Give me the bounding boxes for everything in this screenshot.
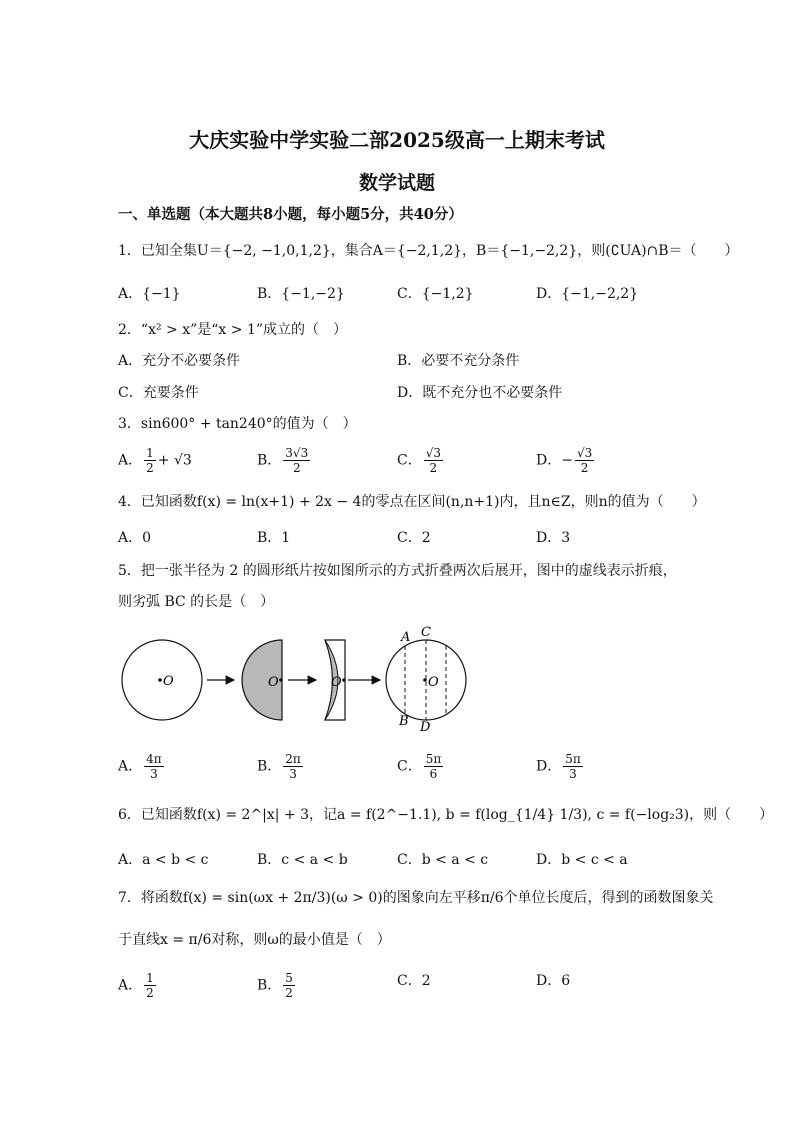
q6-option-a: A．a < b < c (118, 852, 209, 868)
denominator: 2 (292, 461, 301, 475)
option-label: B． (257, 758, 282, 775)
fraction (283, 752, 303, 781)
q1-option-c: C．{−1,2} (397, 286, 474, 302)
label-a: A (401, 630, 411, 645)
q1-option-d: D．{−1,−2,2} (536, 286, 639, 302)
denominator: 3 (569, 767, 577, 781)
denominator: 3 (289, 767, 297, 781)
numerator: 4π (146, 752, 162, 766)
q4-option-b: B．1 (257, 530, 291, 546)
question-7-stem: 7．将函数f(x) = sin(ωx + 2π/3)(ω > 0)的图象向左平移π/6个单位长度后，得到的函数图象关 (118, 890, 714, 906)
option-label: A． (118, 758, 143, 775)
fraction (575, 446, 594, 475)
numerator: √3 (576, 446, 593, 460)
fraction (144, 446, 156, 475)
q6-option-b: B．c < a < b (257, 852, 348, 868)
denominator: 2 (285, 986, 293, 1000)
q6-option-c: C．b < a < c (397, 852, 489, 868)
fraction (283, 971, 295, 1000)
question-5-stem: 5．把一张半径为 2 的圆形纸片按如图所示的方式折叠两次后展开，图中的虚线表示折痕， (118, 563, 677, 579)
fraction (144, 752, 164, 781)
q4-option-a: A．0 (118, 530, 152, 546)
q3-option-a (118, 446, 192, 475)
q3-option-b (257, 446, 312, 475)
q6-option-d: D．b < c < a (536, 852, 628, 868)
q2-option-c: C．充要条件 (118, 385, 199, 401)
q3-option-c (397, 446, 445, 475)
center-dot (158, 678, 162, 682)
q2-option-a: A．充分不必要条件 (118, 353, 241, 369)
option-label: B． (257, 452, 282, 469)
denominator: 6 (429, 767, 438, 781)
numerator: 1 (146, 971, 154, 985)
q7-option-d: D．6 (536, 973, 571, 989)
option-label: A． (118, 452, 143, 469)
q1-option-a: A．{−1} (118, 286, 181, 302)
denominator: 2 (429, 461, 438, 475)
question-2-stem: 2．“x² > x”是“x > 1”成立的（ ） (118, 322, 348, 338)
question-4-stem: 4．已知函数f(x) = ln(x+1) + 2x − 4的零点在区间(n,n+1)内，且n∈Z，则n的值为（ ） (118, 494, 706, 510)
fraction (144, 971, 156, 1000)
q7-option-b (257, 971, 297, 1000)
label-c: C (421, 625, 431, 640)
numerator: 5π (425, 752, 442, 766)
label-o-3: O (331, 675, 342, 690)
option-label: D．− (536, 452, 573, 469)
section-heading: 一、单选题（本大题共8小题，每小题5分，共40分） (118, 206, 463, 223)
center-dot (342, 678, 346, 682)
q7-option-c: C．2 (397, 973, 431, 989)
fraction (283, 446, 310, 475)
option-label: D． (536, 758, 562, 775)
denominator: 2 (146, 986, 154, 1000)
question-6-stem: 6．已知函数f(x) = 2^|x| + 3，记a = f(2^−1.1), b = f(log_{1/4} 1/3), c = f(−log₂3)，则（ ） (118, 807, 774, 823)
full-circle (122, 640, 202, 720)
label-o-1: O (163, 674, 174, 689)
exam-title: 大庆实验中学实验二部2025级高一上期末考试 (189, 128, 605, 152)
denominator: 2 (146, 461, 154, 475)
q2-option-d: D．既不充分也不必要条件 (397, 385, 563, 401)
q1-option-b: B．{−1,−2} (257, 286, 345, 302)
q4-option-c: C．2 (397, 530, 431, 546)
fold-figure (115, 620, 475, 736)
fraction (563, 752, 583, 781)
denominator: 3 (150, 767, 158, 781)
question-5-stem-2: 则劣弧 BC 的长是（ ） (118, 594, 275, 610)
fraction (424, 446, 443, 475)
q5-option-b (257, 752, 305, 781)
q3-option-d (536, 446, 596, 475)
denominator: 2 (580, 461, 589, 475)
label-d: D (420, 720, 431, 735)
label-b: B (399, 714, 409, 729)
label-o-2: O (268, 675, 279, 690)
q7-option-a (118, 971, 158, 1000)
numerator: 5π (565, 752, 581, 766)
numerator: 5 (285, 971, 293, 985)
q2-option-b: B．必要不充分条件 (397, 353, 520, 369)
q4-option-d: D．3 (536, 530, 571, 546)
numerator: √3 (425, 446, 441, 460)
label-o-4: O (428, 675, 439, 690)
question-7-stem-2: 于直线x = π/6对称，则ω的最小值是（ ） (118, 932, 391, 948)
numerator: 2π (285, 752, 301, 766)
fraction (424, 752, 444, 781)
option-label: C． (397, 452, 422, 469)
question-1-stem: 1．已知全集U＝{−2, −1,0,1,2}，集合A＝{−2,1,2}，B＝{−1,−2,2}，则(∁UA)∩B＝（ ） (118, 243, 739, 259)
question-3-stem: 3．sin600° + tan240°的值为（ ） (118, 416, 357, 432)
option-label: B． (257, 977, 282, 994)
numerator: 3√3 (285, 446, 309, 460)
option-label: A． (118, 977, 143, 994)
center-dot (423, 678, 427, 682)
q5-option-d (536, 752, 585, 781)
q5-option-a (118, 752, 166, 781)
numerator: 1 (146, 446, 154, 460)
center-dot (279, 678, 283, 682)
option-label: C． (397, 758, 422, 775)
option-tail: + √3 (157, 452, 192, 469)
exam-subtitle: 数学试题 (358, 172, 435, 194)
q5-option-c (397, 752, 445, 781)
